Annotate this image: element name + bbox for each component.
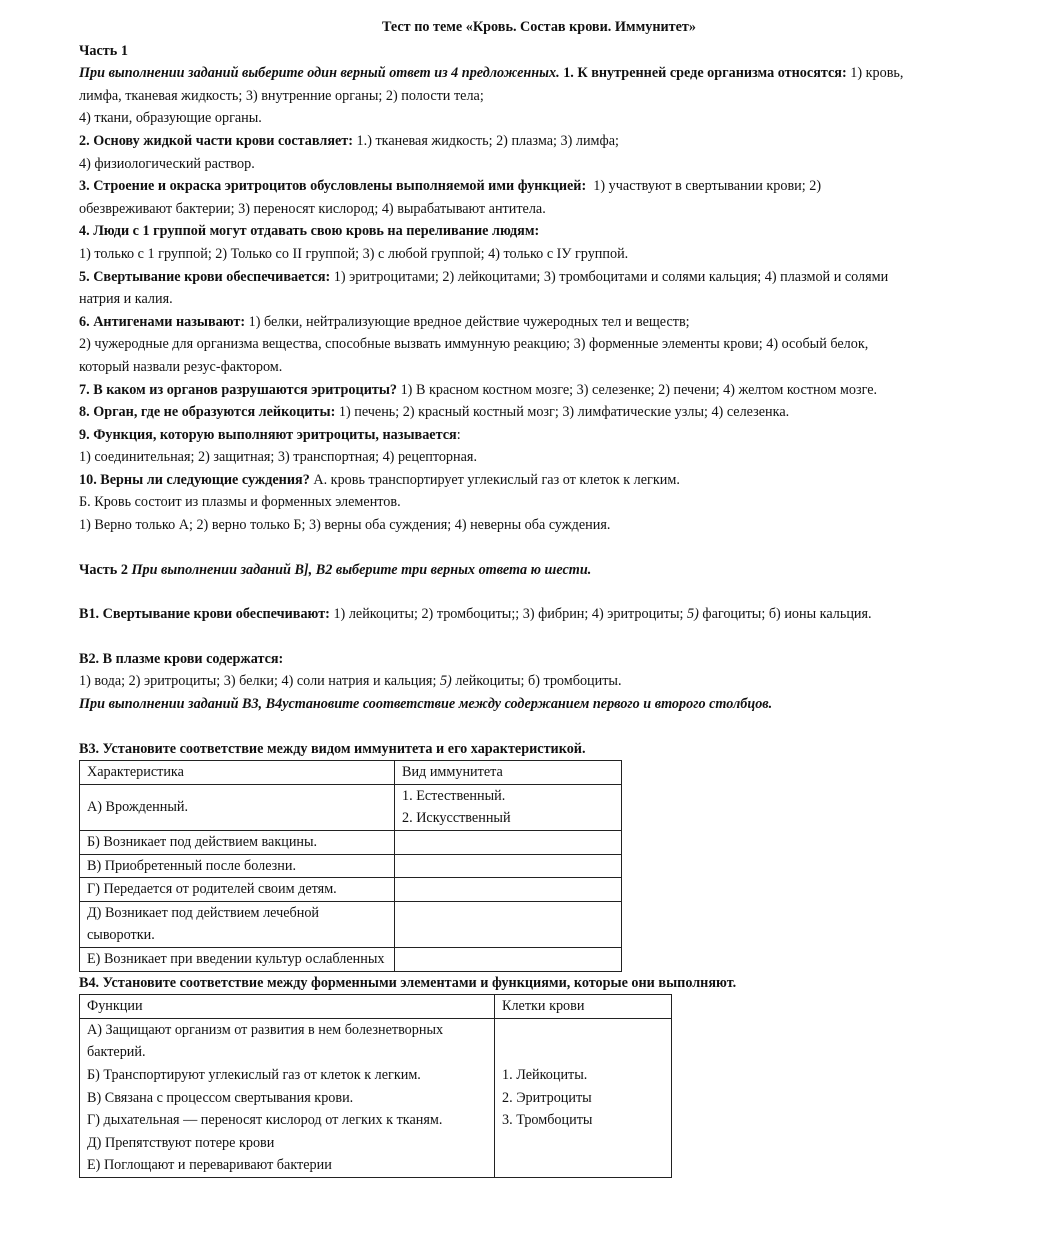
question-3: 3. Строение и окраска эритроцитов обусловлены выполняемой ими функцией: 1) участвуют в свертывании крови; 2) [79, 178, 822, 195]
table-cell [395, 947, 622, 971]
question-b2-answers: 1) вода; 2) эритроциты; 3) белки; 4) соли натрия и кальция; 5) лейкоциты; б) тромбоциты. [79, 673, 622, 690]
question-4: 4. Люди с 1 группой могут отдавать свою кровь на переливание людям: [79, 223, 540, 240]
table-cell [80, 1018, 495, 1177]
question-2-answers: 4) физиологический раствор. [79, 155, 255, 172]
function-item: В) Связана с процессом свертывания крови. [87, 1089, 354, 1106]
table-row [80, 831, 622, 855]
table-cell: Б) Возникает под действием вакцины. [80, 831, 395, 855]
question-1-answers: лимфа, тканевая жидкость; 3) внутренние органы; 2) полости тела; [79, 87, 484, 104]
question-1-answers-cont: 4) ткани, образующие органы. [79, 110, 262, 127]
option: 1. Естественный. [402, 787, 506, 804]
table-header-cell: Клетки крови [495, 995, 672, 1019]
part2-instructions: При выполнении заданий В], В2 выберите три верных ответа ю шести. [131, 561, 592, 578]
table-cell: А) Врожденный. [80, 784, 395, 830]
table-header-row [80, 761, 622, 785]
question-2: 2. Основу жидкой части крови составляет: 1.) тканевая жидкость; 2) плазма; 3) лимфа; [79, 132, 619, 149]
question-4-answers: 1) только с 1 группой; 2) Только со II группой; 3) с любой группой; 4) только с IУ группой. [79, 245, 629, 262]
question-5: 5. Свертывание крови обеспечивается: 1) эритроцитами; 2) лейкоцитами; 3) тромбоцитами и солями кальция; 4) плазмой и солями [79, 268, 889, 285]
function-item: Е) Поглощают и переваривают бактерии [87, 1157, 332, 1174]
table-row [80, 784, 622, 830]
table-cell: Г) Передается от родителей своим детям. [80, 878, 395, 902]
table-cell [395, 831, 622, 855]
part2-heading: Часть 2 При выполнении заданий В], В2 выберите три верных ответа ю шести. [79, 561, 592, 578]
table-cell [395, 784, 622, 830]
question-b1: В1. Свертывание крови обеспечивают: 1) лейкоциты; 2) тромбоциты;; 3) фибрин; 4) эритроциты; 5) фагоциты; б) ионы кальция. [79, 606, 872, 623]
table-row [80, 878, 622, 902]
question-b2: В2. В плазме крови содержатся: [79, 650, 284, 667]
table-cell: Е) Возникает при введении культур ослабленных [80, 947, 395, 971]
question-6-answers: 2) чужеродные для организма вещества, способные вызвать иммунную реакцию; 3) форменные элементы крови; 4) особый белок, [79, 336, 869, 353]
option: 2. Искусственный [402, 810, 511, 827]
table-row [80, 854, 622, 878]
table-header-cell: Вид иммунитета [395, 761, 622, 785]
table-cell [395, 854, 622, 878]
table-cell [395, 901, 622, 947]
table-row [80, 1018, 672, 1177]
question-10-statement-b: Б. Кровь состоит из плазмы и форменных элементов. [79, 494, 401, 511]
function-item: Д) Препятствуют потере крови [87, 1134, 275, 1151]
question-3-answers: обезвреживают бактерии; 3) переносят кислород; 4) вырабатывают антитела. [79, 200, 546, 217]
question-10: 10. Верны ли следующие суждения? А. кровь транспортирует углекислый газ от клеток к легким. [79, 471, 680, 488]
question-8: 8. Орган, где не образуются лейкоциты: 1) печень; 2) красный костный мозг; 3) лимфатические узлы; 4) селезенка. [79, 404, 790, 421]
question-1: При выполнении заданий выберите один верный ответ из 4 предложенных. 1. К внутренней среде организма относятся: 1) кровь, [79, 65, 904, 82]
table-row [80, 901, 622, 947]
table-cell: Д) Возникает под действием лечебной сыворотки. [80, 901, 395, 947]
test-document [79, 16, 999, 1178]
part1-heading: Часть 1 [79, 42, 128, 59]
question-9-answers: 1) соединительная; 2) защитная; 3) транспортная; 4) рецепторная. [79, 449, 477, 466]
table-cell [395, 878, 622, 902]
b3-table [79, 760, 622, 971]
cell-option: 2. Эритроциты [502, 1089, 592, 1106]
table-header-cell: Характеристика [80, 761, 395, 785]
question-6-answers-cont: который назвали резус-фактором. [79, 358, 283, 375]
question-10-answers: 1) Верно только А; 2) верно только Б; 3) верны оба суждения; 4) неверны оба суждения. [79, 517, 611, 534]
question-6: 6. Антигенами называют: 1) белки, нейтрализующие вредное действие чужеродных тел и веществ; [79, 313, 690, 330]
part1-instructions: При выполнении заданий выберите один верный ответ из 4 предложенных. [79, 65, 560, 82]
function-item: Б) Транспортируют углекислый газ от клеток к легким. [87, 1066, 421, 1083]
question-b4: В4. Установите соответствие между форменными элементами и функциями, которые они выполняют. [79, 974, 737, 991]
question-5-answers: натрия и калия. [79, 291, 173, 308]
table-cell: В) Приобретенный после болезни. [80, 854, 395, 878]
table-header-row [80, 995, 672, 1019]
table-cell [495, 1018, 672, 1177]
document-title: Тест по теме «Кровь. Состав крови. Иммунитет» [381, 19, 696, 35]
function-item: А) Защищают организм от развития в нем болезнетворных бактерий. [87, 1021, 444, 1061]
matching-instructions: При выполнении заданий В3, В4установите соответствие между содержанием первого и второго столбцов. [79, 696, 773, 713]
table-header-cell: Функции [80, 995, 495, 1019]
function-item: Г) дыхательная — переносят кислород от легких к тканям. [87, 1112, 443, 1129]
cell-option: 3. Тромбоциты [502, 1112, 593, 1129]
cell-option: 1. Лейкоциты. [502, 1066, 588, 1083]
question-b3: В3. Установите соответствие между видом иммунитета и его характеристикой. [79, 740, 586, 757]
question-7: 7. В каком из органов разрушаются эритроциты? 1) В красном костном мозге; 3) селезенке; 2) печени; 4) желтом костном мозге. [79, 381, 878, 398]
b4-table [79, 994, 672, 1178]
question-9: 9. Функция, которую выполняют эритроциты, называется: [79, 426, 461, 443]
table-row [80, 947, 622, 971]
